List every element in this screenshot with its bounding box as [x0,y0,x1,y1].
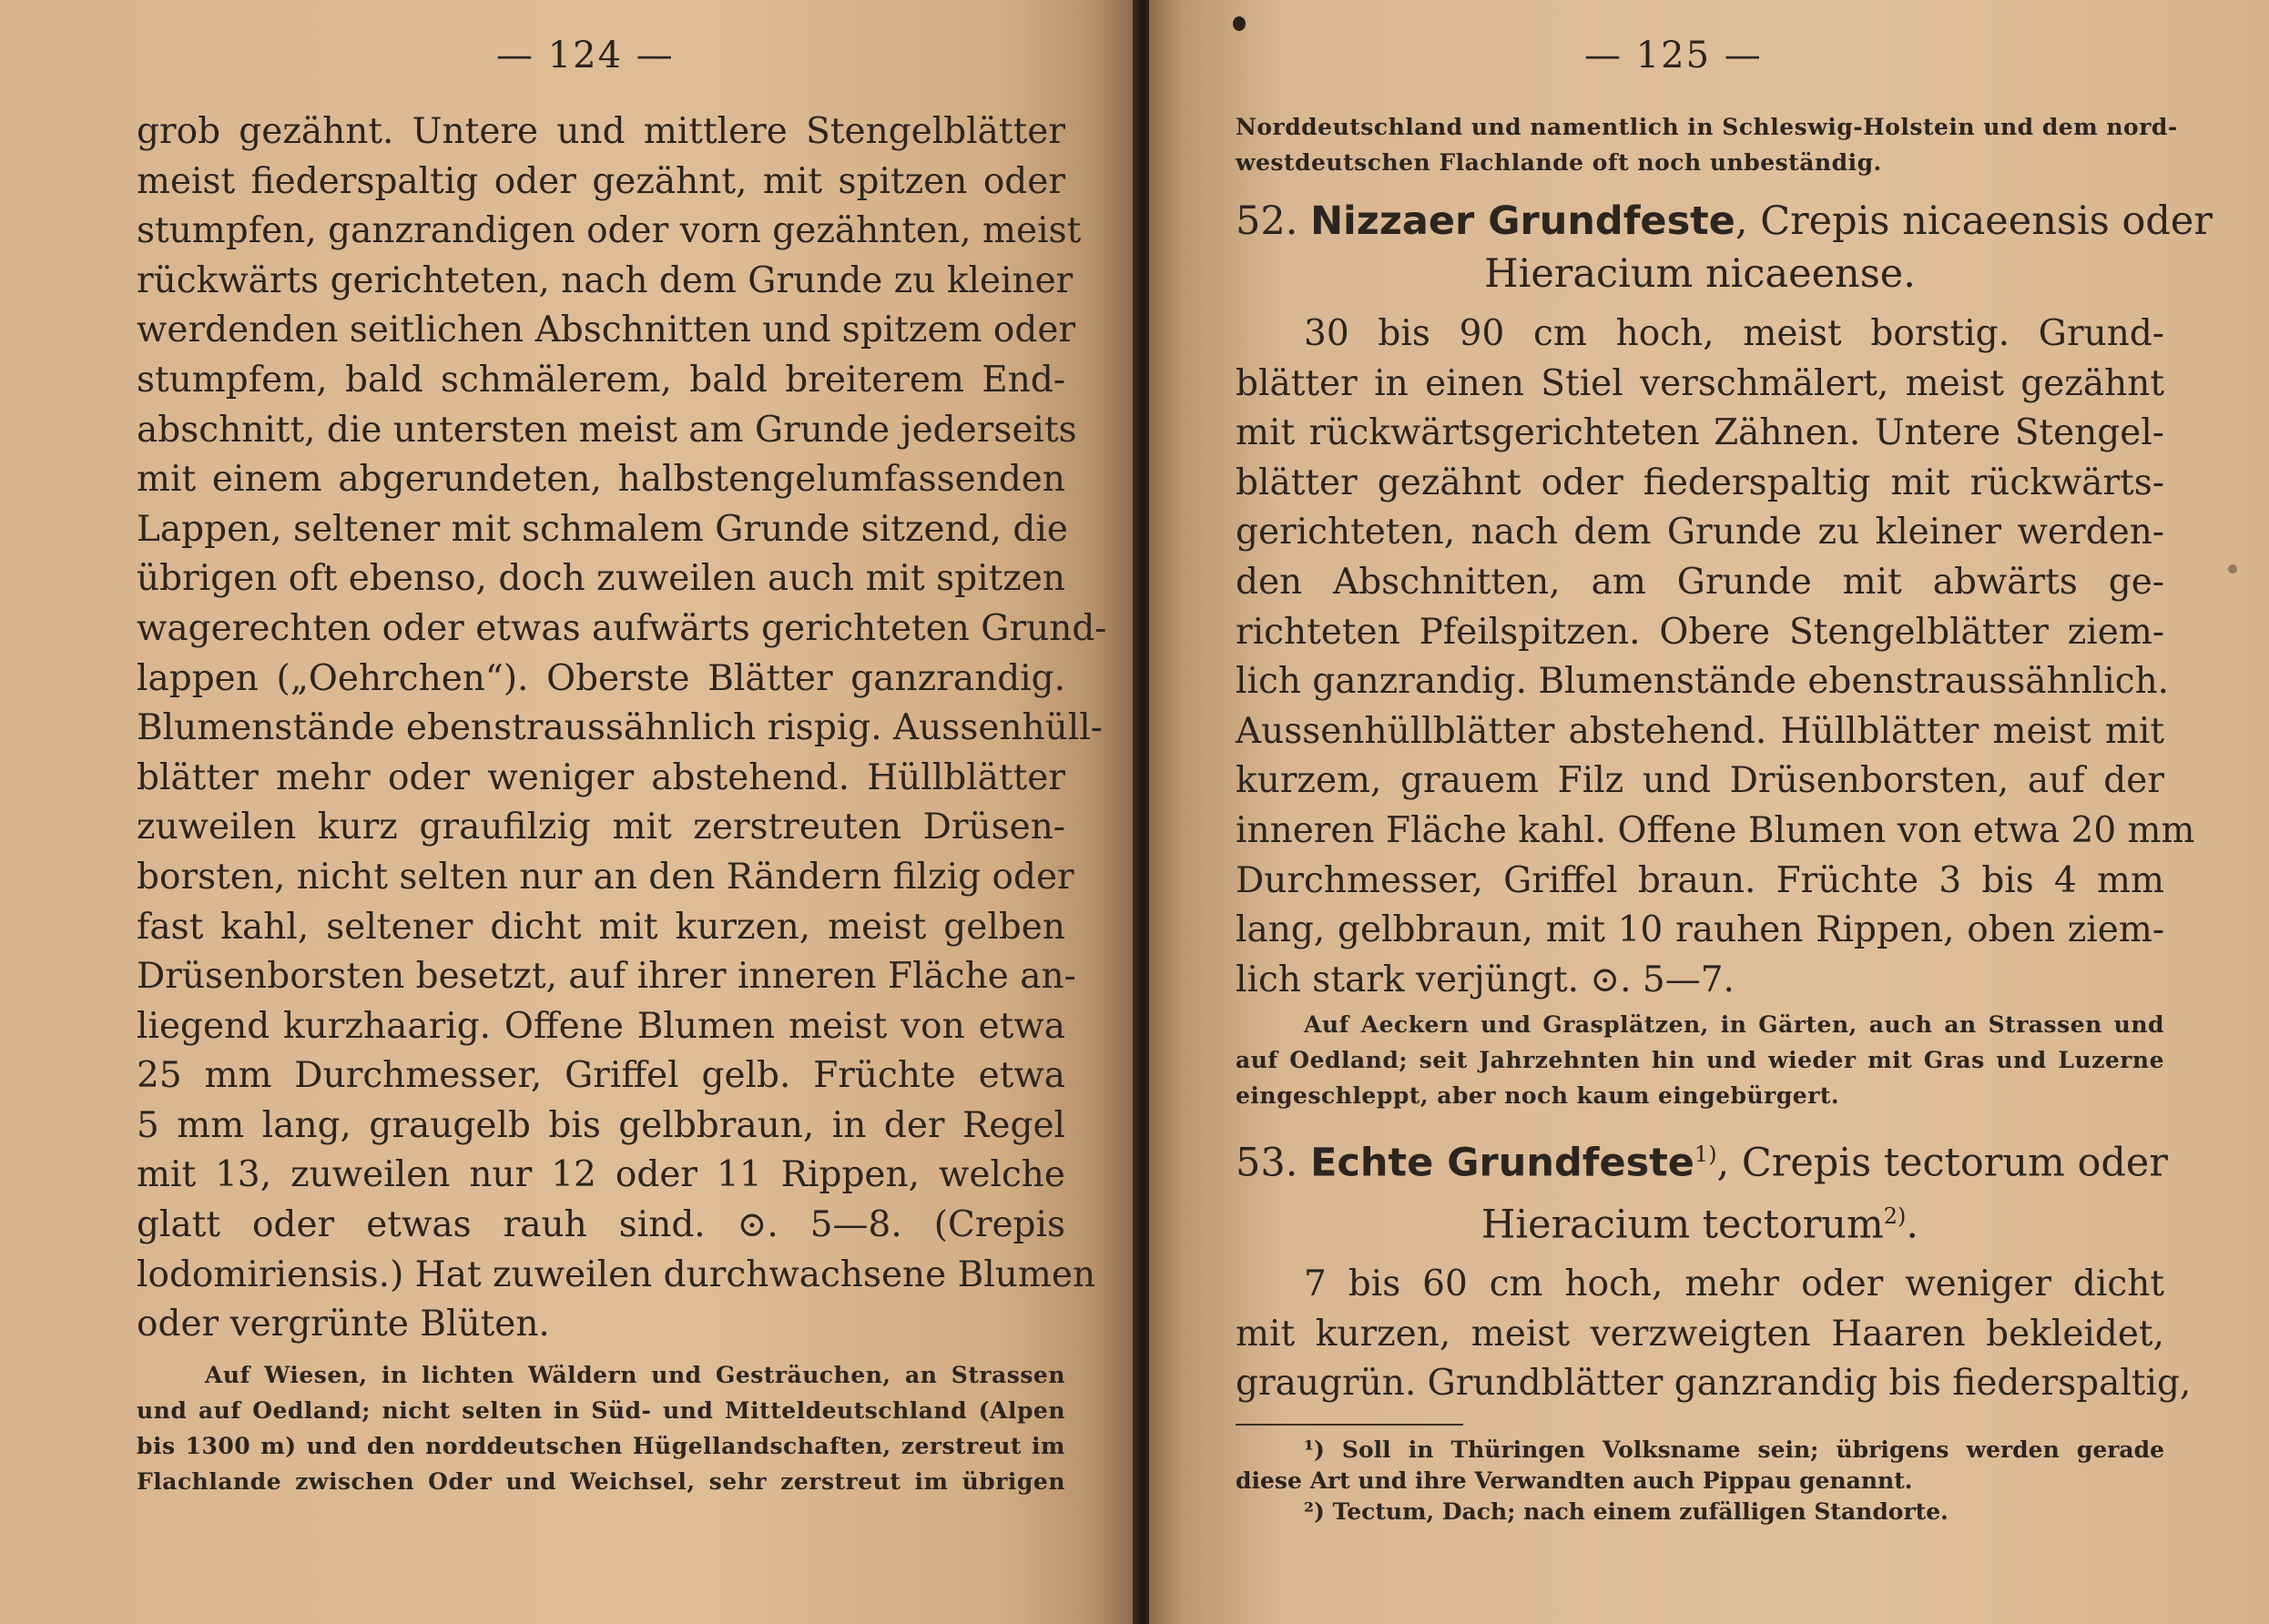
footnote-line: diese Art und ihre Verwandten auch Pippau genannt. [1236,1467,1913,1494]
habitat-continuation [1236,109,2178,180]
habitat-line: Auf Aeckern und Grasplätzen, in Gärten, auch an Strassen und [1304,1011,2164,1039]
text-line: 5 mm lang, graugelb bis gelbbraun, in der Regel [137,1104,1065,1146]
text-line: den Abschnitten, am Grunde mit abwärts ge- [1236,561,2164,603]
species-number: 53. [1236,1140,1298,1186]
text-line: Drüsenborsten besetzt, auf ihrer inneren Fläche an- [137,956,1076,998]
text-line: fast kahl, seltener dicht mit kurzen, meist gelben [137,906,1065,948]
footnote-ref[interactable]: 1) [1694,1142,1717,1168]
text-line: grob gezähnt. Untere und mittlere Stengelblätter [137,111,1065,152]
text-line: Blumenstände ebenstraussähnlich rispig. Aussenhüll- [137,707,1103,749]
footnote-divider [1236,1424,1463,1426]
text-line: mit 13, zuweilen nur 12 oder 11 Rippen, welche [137,1154,1065,1196]
text-line: Durchmesser, Griffel braun. Früchte 3 bis 4 mm [1236,859,2164,901]
species-title-line2: Hieracium nicaeense. [1484,251,1916,297]
text-line: mit einem abgerundeten, halbstengelumfassenden [137,459,1065,501]
text-line: Lappen, seltener mit schmalem Grunde sitzend, die [137,508,1068,550]
habitat-line: Norddeutschland und namentlich in Schleswig-Holstein und dem nord- [1236,114,2178,140]
text-line: mit rückwärtsgerichteten Zähnen. Untere Stengel- [1236,412,2164,454]
habitat-note [137,1357,1065,1499]
text-line: 30 bis 90 cm hoch, meist borstig. Grund- [1304,313,2164,354]
habitat-line: eingeschleppt, aber noch kaum eingebürgert. [1236,1082,1840,1110]
text-line: kurzem, grauem Filz und Drüsenborsten, auf der [1236,760,2164,802]
text-line: wagerechten oder etwas aufwärts gerichteten Grund- [137,607,1107,649]
text-line: lappen („Oehrchen“). Oberste Blätter ganzrandig. [137,657,1065,699]
species-name: Nizzaer Grundfeste [1310,198,1735,244]
text-line: Aussenhüllblätter abstehend. Hüllblätter meist mit [1236,710,2164,752]
species-title-end: . [1906,1201,1919,1247]
species-heading-line [1236,195,2213,248]
species-title-line2 [1236,1190,2164,1251]
text-line: rückwärts gerichteten, nach dem Grunde zu kleiner [137,259,1073,301]
footnote-line: ¹) Soll in Thüringen Volksname sein; übrigens werden gerade [1304,1436,2164,1463]
text-line: 25 mm Durchmesser, Griffel gelb. Früchte etwa [137,1055,1065,1097]
footnotes [1236,1435,2164,1528]
habitat-line: und auf Oedland; nicht selten in Süd- und Mitteldeutschland (Alpen [137,1396,1065,1424]
text-line: glatt oder etwas rauh sind. ⊙. 5—8. (Crepis [137,1204,1065,1246]
text-line: blätter gezähnt oder fiederspaltig mit rückwärts- [1236,462,2164,503]
species-53-heading [1236,1128,2168,1251]
habitat-line: auf Oedland; seit Jahrzehnten hin und wieder mit Gras und Luzerne [1236,1047,2164,1074]
species-title-rest: , Crepis tectorum oder [1716,1140,2168,1186]
text-line: blätter in einen Stiel verschmälert, meist gezähnt [1236,362,2164,404]
species-name: Echte Grundfeste [1310,1140,1694,1186]
text-line: 7 bis 60 cm hoch, mehr oder weniger dicht [1304,1263,2164,1304]
habitat-note [1236,1007,2164,1113]
text-line: liegend kurzhaarig. Offene Blumen meist von etwa [137,1005,1065,1047]
left-page-body [137,107,1107,1499]
left-page-number: — 124 — [496,35,675,76]
text-line: lich ganzrandig. Blumenstände ebenstraussähnlich. [1236,661,2170,703]
text-line: werdenden seitlichen Abschnitten und spitzem oder [137,310,1076,351]
text-line: graugrün. Grundblätter ganzrandig bis fiederspaltig, [1236,1363,2192,1405]
habitat-line: Flachlande zwischen Oder und Weichsel, sehr zerstreut im übrigen [137,1467,1065,1495]
footnote-line: ²) Tectum, Dach; nach einem zufälligen Standorte. [1304,1497,1948,1525]
species-title-rest: , Crepis nicaeensis oder [1735,198,2213,244]
text-line: borsten, nicht selten nur an den Rändern filzig oder [137,856,1074,898]
ink-spot [1233,16,1246,31]
right-page-number: — 125 — [1584,35,1763,76]
text-line: lich stark verjüngt. ⊙. 5—7. [1236,959,1735,1000]
right-page-body [1236,107,2213,1528]
text-line: zuweilen kurz graufilzig mit zerstreuten Drüsen- [137,807,1065,848]
text-line: richteten Pfeilspitzen. Obere Stengelblätter ziem- [1236,611,2164,653]
text-line: oder vergrünte Blüten. [137,1304,550,1345]
habitat-line: Auf Wiesen, in lichten Wäldern und Gesträuchen, an Strassen [205,1361,1065,1388]
species-title-text: Hieracium tectorum [1480,1201,1884,1247]
text-line: stumpfen, ganzrandigen oder vorn gezähnten, meist [137,210,1082,252]
text-line: gerichteten, nach dem Grunde zu kleiner werden- [1236,512,2164,553]
footnote-ref[interactable]: 2) [1883,1203,1907,1229]
habitat-line: westdeutschen Flachlande oft noch unbeständig. [1236,149,1882,176]
text-line: lang, gelbbraun, mit 10 rauhen Rippen, oben ziem- [1236,909,2164,951]
text-line: lodomiriensis.) Hat zuweilen durchwachsene Blumen [137,1254,1096,1295]
species-52-heading [1236,195,2213,300]
text-line: meist fiederspaltig oder gezähnt, mit spitzen oder [137,160,1065,202]
species-number: 52. [1236,198,1298,244]
species-heading-line [1236,1128,2168,1189]
habitat-line: bis 1300 m) und den norddeutschen Hügellandschaften, zerstreut im [137,1432,1065,1459]
text-line: blätter mehr oder weniger abstehend. Hüllblätter [137,756,1065,798]
ink-spot [2228,564,2237,573]
text-line: inneren Fläche kahl. Offene Blumen von etwa 20 mm [1236,809,2195,851]
text-line: mit kurzen, meist verzweigten Haaren bekleidet, [1236,1313,2164,1355]
text-line: stumpfem, bald schmälerem, bald breiterem End- [137,359,1065,401]
text-line: abschnitt, die untersten meist am Grunde jederseits [137,409,1077,451]
text-line: übrigen oft ebenso, doch zuweilen auch mit spitzen [137,558,1065,600]
